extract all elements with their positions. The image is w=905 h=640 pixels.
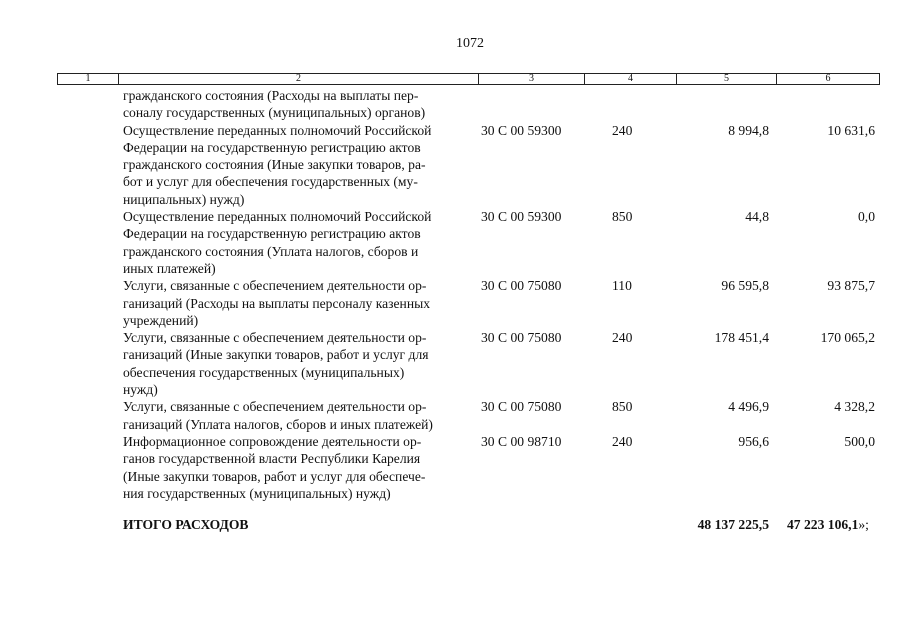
table-row bbox=[57, 87, 880, 122]
page-number: 1072 bbox=[456, 36, 484, 51]
row-name: Услуги, связанные с обеспечением деятельности ор- ганизаций (Расходы на выплаты персоналу казенных учреждений) bbox=[123, 278, 431, 328]
row-name: Услуги, связанные с обеспечением деятельности ор- ганизаций (Иные закупки товаров, работ и услуг для обеспечения государственных (муниципальных) нужд) bbox=[123, 330, 429, 398]
row-type: 240 bbox=[612, 122, 633, 138]
expense-table bbox=[57, 87, 880, 502]
header-col-6: 6 bbox=[776, 74, 879, 84]
table-row bbox=[57, 329, 880, 398]
total-value-6-number: 47 223 106,1 bbox=[787, 517, 859, 532]
row-code: 30 С 00 75080 bbox=[481, 399, 562, 415]
total-value-6 bbox=[787, 516, 869, 533]
row-type: 240 bbox=[612, 433, 633, 449]
total-value-5: 48 137 225,5 bbox=[697, 517, 769, 532]
row-code: 30 С 00 75080 bbox=[481, 330, 562, 346]
row-value-5: 956,6 bbox=[738, 433, 769, 449]
row-name: Услуги, связанные с обеспечением деятельности ор- ганизаций (Уплата налогов, сборов и иных платежей) bbox=[123, 399, 433, 432]
row-value-5: 178 451,4 bbox=[714, 330, 769, 346]
table-row bbox=[57, 277, 880, 329]
header-col-2: 2 bbox=[118, 74, 478, 84]
row-code: 30 С 00 75080 bbox=[481, 278, 562, 294]
row-value-5: 44,8 bbox=[745, 209, 769, 225]
row-value-6: 10 631,6 bbox=[827, 122, 875, 138]
row-name: Осуществление переданных полномочий Российской Федерации на государственную регистрацию актов гражданского состояния (Иные закупки товаров, ра- бот и услуг для обеспечения государственных (му- ниципальных) нужд) bbox=[123, 122, 432, 207]
row-value-6: 500,0 bbox=[844, 433, 875, 449]
row-value-5: 8 994,8 bbox=[728, 122, 769, 138]
row-name: Информационное сопровождение деятельности ор- ганов государственной власти Республики Карелия (Иные закупки товаров, работ и услуг для обеспече- ния государственных (муниципальных) нужд) bbox=[123, 433, 426, 501]
table-row bbox=[57, 208, 880, 277]
row-value-6: 4 328,2 bbox=[834, 399, 875, 415]
header-col-3: 3 bbox=[478, 74, 584, 84]
total-label: ИТОГО РАСХОДОВ bbox=[123, 517, 249, 532]
row-name: Осуществление переданных полномочий Российской Федерации на государственную регистрацию актов гражданского состояния (Уплата налогов, сборов и иных платежей) bbox=[123, 209, 432, 276]
row-type: 850 bbox=[612, 209, 633, 225]
row-value-6: 93 875,7 bbox=[827, 278, 875, 294]
total-closing-quote: »; bbox=[858, 517, 869, 532]
table-row bbox=[57, 398, 880, 433]
row-code: 30 С 00 59300 bbox=[481, 122, 562, 138]
row-value-5: 4 496,9 bbox=[728, 399, 769, 415]
row-type: 110 bbox=[612, 278, 632, 294]
header-col-4: 4 bbox=[584, 74, 676, 84]
row-value-5: 96 595,8 bbox=[721, 278, 769, 294]
row-code: 30 С 00 59300 bbox=[481, 209, 562, 225]
row-code: 30 С 00 98710 bbox=[481, 433, 562, 449]
table-row bbox=[57, 433, 880, 502]
row-type: 240 bbox=[612, 330, 633, 346]
row-type: 850 bbox=[612, 399, 633, 415]
header-col-1: 1 bbox=[85, 73, 91, 84]
row-value-6: 170 065,2 bbox=[820, 330, 875, 346]
row-value-6: 0,0 bbox=[858, 209, 875, 225]
header-col-5: 5 bbox=[676, 74, 776, 84]
table-header-row bbox=[57, 73, 880, 85]
row-name: гражданского состояния (Расходы на выплаты пер- соналу государственных (муниципальных) органов) bbox=[123, 88, 426, 121]
table-row bbox=[57, 122, 880, 208]
